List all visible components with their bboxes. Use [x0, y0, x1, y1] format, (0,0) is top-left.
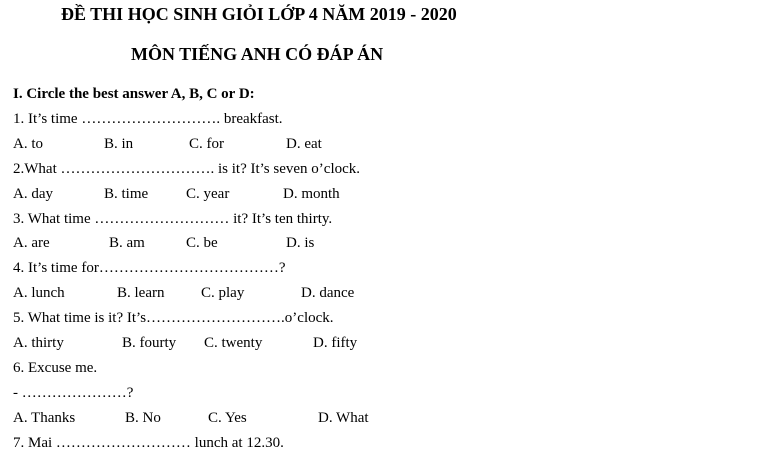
- q4-option-c: C. play: [201, 285, 245, 301]
- q5-option-c: C. twenty: [204, 335, 263, 351]
- document-subtitle: MÔN TIẾNG ANH CÓ ĐÁP ÁN: [131, 44, 384, 64]
- q5-option-a: A. thirty: [13, 335, 64, 351]
- q6-option-a: A. Thanks: [13, 410, 76, 426]
- q1-option-b: B. in: [104, 136, 134, 152]
- q1-option-a: A. to: [13, 136, 43, 152]
- q1-option-d: D. eat: [286, 136, 322, 152]
- q3-option-d: D. is: [286, 235, 315, 251]
- q4-option-a: A. lunch: [13, 285, 65, 301]
- question-1: 1. It’s time ………………………. breakfast.: [13, 111, 283, 127]
- question-5: 5. What time is it? It’s……………………….o’clock.: [13, 310, 334, 326]
- q3-option-b: B. am: [109, 235, 145, 251]
- q6-option-d: D. What: [318, 410, 369, 426]
- q5-option-d: D. fifty: [313, 335, 358, 351]
- q2-option-b: B. time: [104, 186, 149, 202]
- question-6: 6. Excuse me.: [13, 360, 98, 376]
- q1-option-c: C. for: [189, 136, 224, 152]
- q3-option-c: C. be: [186, 235, 218, 251]
- question-3: 3. What time ……………………… it? It’s ten thirty.: [13, 211, 333, 227]
- q2-option-d: D. month: [283, 186, 340, 202]
- document-title: ĐỀ THI HỌC SINH GIỎI LỚP 4 NĂM 2019 - 2020: [61, 4, 457, 24]
- q4-option-d: D. dance: [301, 285, 355, 301]
- q6-option-c: C. Yes: [208, 410, 247, 426]
- question-4: 4. It’s time for………………………………?: [13, 260, 286, 276]
- q6-option-b: B. No: [125, 410, 161, 426]
- q2-option-a: A. day: [13, 186, 53, 202]
- question-2: 2.What …………………………. is it? It’s seven o’clock.: [13, 161, 361, 177]
- q2-option-c: C. year: [186, 186, 230, 202]
- question-7: 7. Mai ……………………… lunch at 12.30.: [13, 435, 284, 451]
- q4-option-b: B. learn: [117, 285, 165, 301]
- q5-option-b: B. fourty: [122, 335, 177, 351]
- q3-option-a: A. are: [13, 235, 50, 251]
- section-heading: I. Circle the best answer A, B, C or D:: [13, 86, 255, 102]
- question-6-reply: - …………………?: [13, 385, 134, 401]
